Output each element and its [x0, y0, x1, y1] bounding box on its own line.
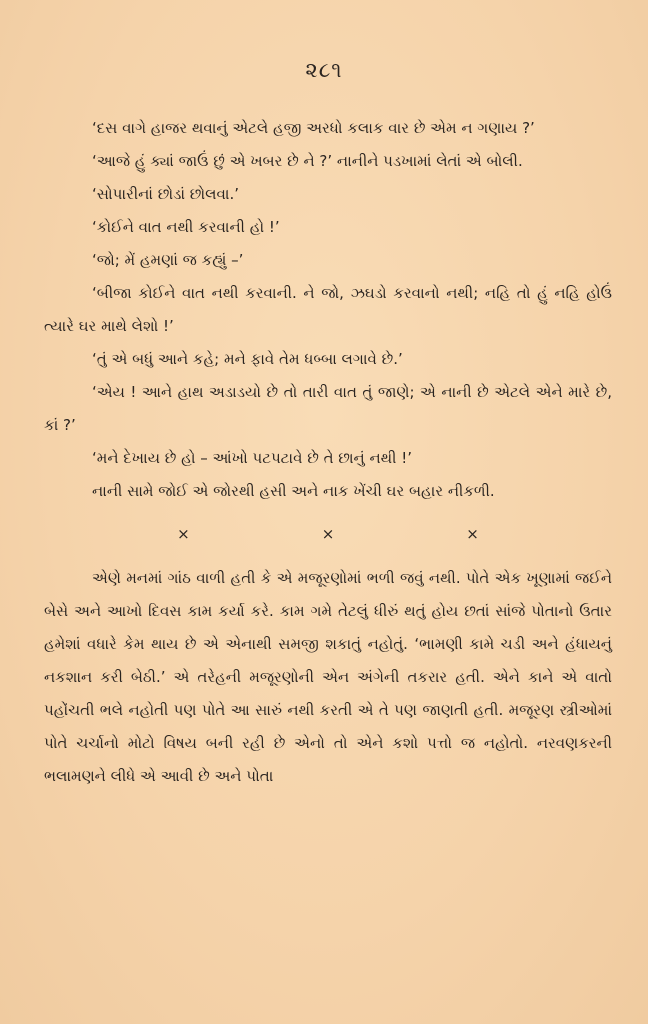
- paragraph: ‘કોઈને વાત નથી કરવાની હો !’: [92, 218, 280, 236]
- section-separator: [44, 522, 612, 546]
- paragraph: ‘સોપારીનાં છોડાં છોલવા.’: [92, 185, 240, 203]
- paragraph: ‘તું એ બધું આને કહે; મને ફાવે તેમ ધબ્બા લગાવે છે.’: [92, 350, 403, 368]
- paragraph: ‘બીજા કોઈને વાત નથી કરવાની. ને જો, ઝઘડો કરવાનો નથી; નહિ તો હું નહિ હોઉં ત્યારે ઘર માથે લેશો !’: [44, 284, 612, 335]
- paragraph: ‘દસ વાગે હાજર થવાનું એટલે હજી અરધો કલાક વાર છે એમ ન ગણાય ?’: [92, 119, 535, 137]
- page-number: ૨૮૧: [305, 58, 343, 82]
- separator-mark: ×: [466, 525, 479, 543]
- paragraph: ‘આજે હું ક્યાં જાઉં છું એ ખબર છે ને ?’ નાનીને પડખામાં લેતાં એ બોલી.: [92, 152, 523, 170]
- body-text-top: [44, 112, 612, 793]
- separator-mark: ×: [177, 525, 190, 543]
- paragraph: નાની સામે જોઈ એ જોરથી હસી અને નાક ખેંચી ઘર બહાર નીકળી.: [92, 482, 495, 500]
- paragraph: ‘એય ! આને હાથ અડાડયો છે તો તારી વાત તું જાણે; એ નાની છે એટલે એને મારે છે, કાં ?’: [44, 383, 612, 434]
- paragraph: ‘જો; મેં હમણાં જ કહ્યું –’: [92, 251, 244, 269]
- separator-mark: ×: [321, 525, 335, 543]
- paragraph: એણે મનમાં ગાંઠ વાળી હતી કે એ મજૂરણોમાં ભળી જવું નથી. પોતે એક ખૂણામાં જઈને બેસે અને આખો દિવસ કામ કર્યા કરે. કામ ગમે તેટલું ધીરું થતું હોય છતાં સાંજે પોતાનો ઉતાર હમેશાં વધારે કેમ થાય છે એ એનાથી સમજી શકાતું નહોતું. ‘ભામણી કામે ચડી અને હંધાયનું નકશાન કરી બેઠી.’ એ તરેહની મજૂરણોની એન અંગેની તકરાર હતી. એને કાને એ વાતો પહોંચતી ભલે નહોતી પણ પોતે આ સારું નથી કરતી એ તે પણ જાણતી હતી. મજૂરણ સ્ત્રીઓમાં પોતે ચર્ચાનો મોટો વિષય બની રહી છે એનો તો એને કશો પત્તો જ નહોતો. નરવણકરની ભલામણને લીધે એ આવી છે અને પોતા: [44, 569, 612, 785]
- paragraph: ‘મને દેખાય છે હો – આંખો પટપટાવે છે તે છાનું નથી !’: [92, 449, 413, 467]
